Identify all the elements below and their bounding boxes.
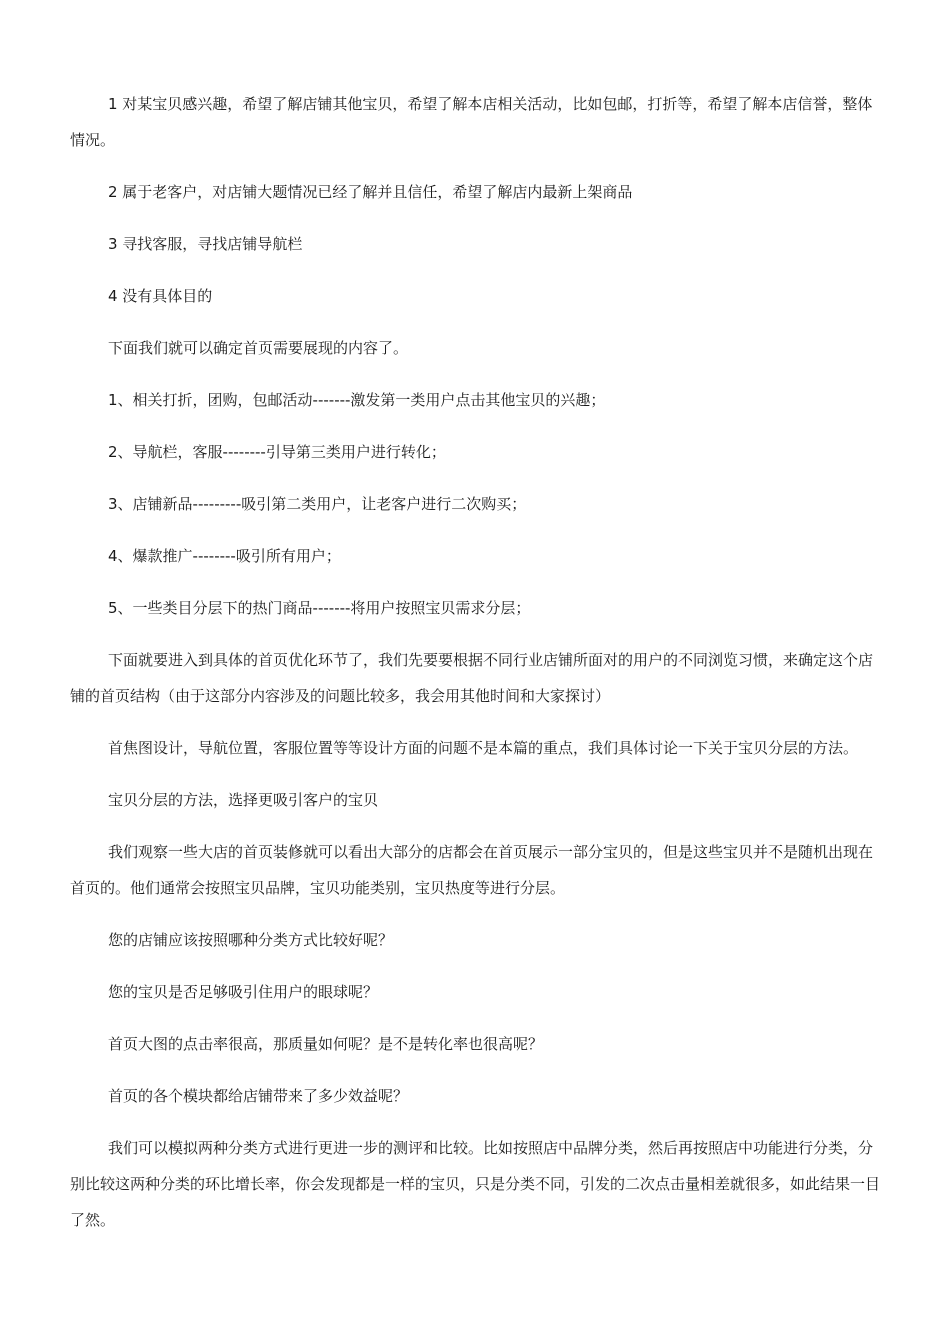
- content-item-1: 1、相关打折，团购，包邮活动-------激发第一类用户点击其他宝贝的兴趣；: [108, 391, 606, 409]
- list-item-2: 2 属于老客户，对店铺大题情况已经了解并且信任，希望了解店内最新上架商品: [108, 183, 633, 201]
- content-item-4: 4、爆款推广--------吸引所有用户；: [108, 547, 341, 565]
- body-paragraph: 下面就要进入到具体的首页优化环节了，我们先要要根据不同行业店铺所面对的用户的不同浏览习惯，来确定这个店铺的首页结构（由于这部分内容涉及的问题比较多，我会用其他时间和大家探讨）: [70, 651, 874, 705]
- document-body: [70, 86, 882, 1238]
- content-item-5: 5、一些类目分层下的热门商品-------将用户按照宝贝需求分层；: [108, 599, 531, 617]
- question-line: 您的店铺应该按照哪种分类方式比较好呢？: [108, 931, 394, 949]
- content-item-3: 3、店铺新品---------吸引第二类用户，让老客户进行二次购买；: [108, 495, 527, 513]
- list-item-3: 3 寻找客服，寻找店铺导航栏: [108, 235, 303, 253]
- body-paragraph: 我们可以模拟两种分类方式进行更进一步的测评和比较。比如按照店中品牌分类，然后再按照店中功能进行分类，分别比较这两种分类的环比增长率，你会发现都是一样的宝贝，只是分类不同，引发的二次点击量相差就很多，如此结果一目了然。: [70, 1139, 881, 1229]
- section-heading: 宝贝分层的方法，选择更吸引客户的宝贝: [108, 791, 379, 809]
- question-line: 您的宝贝是否足够吸引住用户的眼球呢？: [108, 983, 379, 1001]
- question-line: 首页大图的点击率很高，那质量如何呢？是不是转化率也很高呢？: [108, 1035, 544, 1053]
- body-paragraph: 首焦图设计，导航位置，客服位置等等设计方面的问题不是本篇的重点，我们具体讨论一下关于宝贝分层的方法。: [108, 739, 859, 757]
- question-line: 首页的各个模块都给店铺带来了多少效益呢？: [108, 1087, 409, 1105]
- content-item-2: 2、导航栏，客服--------引导第三类用户进行转化；: [108, 443, 446, 461]
- body-paragraph: 我们观察一些大店的首页装修就可以看出大部分的店都会在首页展示一部分宝贝的，但是这些宝贝并不是随机出现在首页的。他们通常会按照宝贝品牌，宝贝功能类别，宝贝热度等进行分层。: [70, 843, 874, 897]
- list-item-1: 1 对某宝贝感兴趣，希望了解店铺其他宝贝，希望了解本店相关活动，比如包邮，打折等，希望了解本店信誉，整体情况。: [70, 95, 873, 149]
- intro-paragraph: 下面我们就可以确定首页需要展现的内容了。: [108, 339, 409, 357]
- list-item-4: 4 没有具体目的: [108, 287, 213, 305]
